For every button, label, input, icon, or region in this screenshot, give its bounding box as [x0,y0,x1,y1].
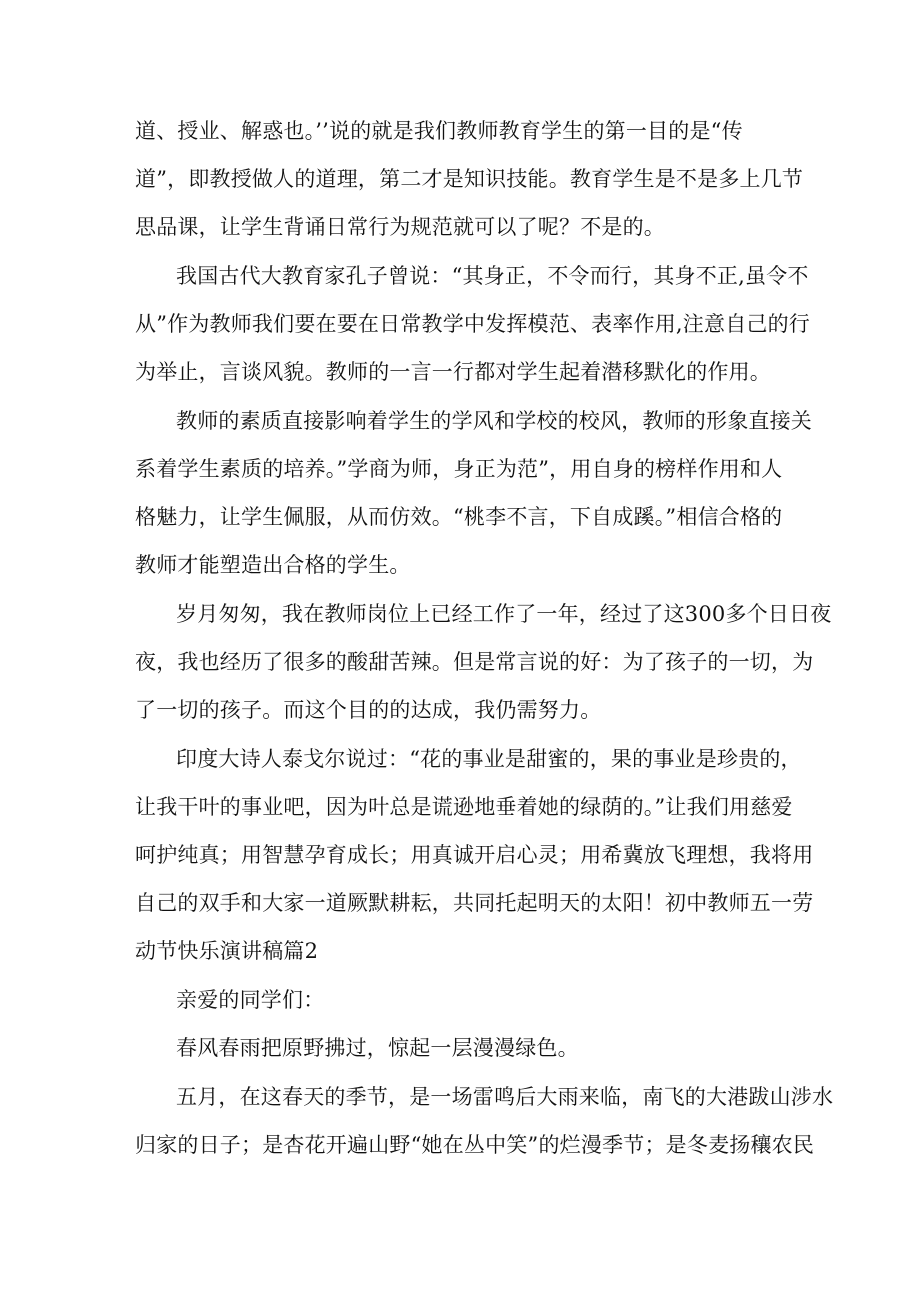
paragraph-first-line: 印度大诗人泰戈尔说过：“花的事业是甜蜜的，果的事业是珍贵的， [176,747,802,771]
text-line: 思品课，让学生背诵日常行为规范就可以了呢？不是的。 [135,215,665,239]
section-title-line: 动节快乐演讲稿篇2 [135,939,319,963]
text-line: 呵护纯真；用智慧孕育成长；用真诚开启心灵；用希冀放飞理想，我将用 [135,843,814,867]
text-line: 系着学生素质的培养。”学商为师，身正为范”，用自身的榜样作用和人 [135,457,783,481]
paragraph-first-line: 五月，在这春天的季节，是一场雷鸣后大雨来临，南飞的大港跋山涉水 [176,1085,834,1109]
text-line: 为举止，言谈风貌。教师的一言一行都对学生起着潜移默化的作用。 [135,360,771,384]
salutation: 亲爱的同学们： [176,988,325,1012]
text-line: 道、授业、解惑也。’’说的就是我们教师教育学生的第一目的是“传 [135,119,743,143]
text-line: 归家的日子；是杏花开遍山野“她在丛中笑”的烂漫季节；是冬麦扬穰农民 [135,1133,815,1157]
paragraph-first-line: 春风春雨把原野拂过，惊起一层漫漫绿色。 [176,1036,579,1060]
text-line: 让我干叶的事业吧，因为叶总是谎逊地垂着她的绿荫的。”让我们用慈爱 [135,795,793,819]
paragraph-first-line: 教师的素质直接影响着学生的学风和学校的校风，教师的形象直接关 [176,409,812,433]
text-line: 道”，即教授做人的道理，第二才是知识技能。教育学生是不是多上几节 [135,167,804,191]
text-line: 夜，我也经历了很多的酸甜苦辣。但是常言说的好：为了孩子的一切，为 [135,650,814,674]
paragraph-first-line: 岁月匆匆，我在教师岗位上已经工作了一年，经过了这300多个日日夜 [176,602,832,626]
paragraph-first-line: 我国古代大教育家孔子曾说：“其身正，不令而行，其身不正,虽令不 [176,264,809,288]
text-line: 自己的双手和大家一道厥默耕耘，共同托起明天的太阳！初中教师五一劳 [135,891,814,915]
text-line: 了一切的孩子。而这个目的的达成，我仍需努力。 [135,698,602,722]
text-line: 从”作为教师我们要在要在日常教学中发挥模范、表率作用,注意自己的行 [135,312,811,336]
text-line: 教师才能塑造出合格的学生。 [135,553,411,577]
text-line: 格魅力，让学生佩服，从而仿效。“桃李不言，下自成蹊。”相信合格的 [135,505,783,529]
